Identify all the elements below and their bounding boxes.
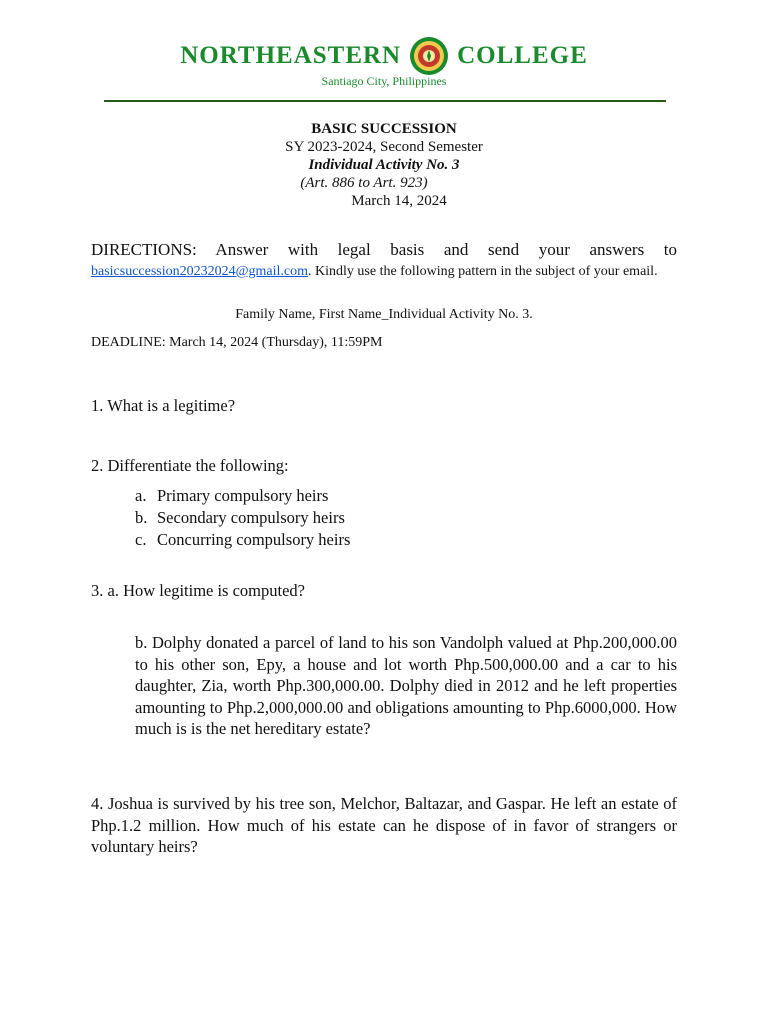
college-name-right: COLLEGE xyxy=(457,42,588,69)
title-block xyxy=(0,120,768,210)
list-item xyxy=(135,507,350,529)
college-location: Santiago City, Philippines xyxy=(321,74,447,88)
term: SY 2023-2024, Second Semester xyxy=(285,139,483,155)
directions-lead: DIRECTIONS: Answer with legal basis and send your answers to xyxy=(91,240,677,259)
question-3a: 3. a. How legitime is computed? xyxy=(91,581,305,600)
question-2: 2. Differentiate the following: xyxy=(91,456,289,475)
directions xyxy=(91,240,677,282)
activity-date: March 14, 2024 xyxy=(351,193,447,209)
header-divider xyxy=(104,100,666,102)
list-text: Primary compulsory heirs xyxy=(157,486,329,505)
question-4: 4. Joshua is survived by his tree son, Melchor, Baltazar, and Gaspar. He left an estate of Php.1.2 million. How much of his estate can he dispose of in favor of strangers or voluntary heirs? xyxy=(91,794,677,856)
letterhead xyxy=(0,36,768,89)
question-3b: b. Dolphy donated a parcel of land to his son Vandolph valued at Php.200,000.00 to his other son, Epy, a house and lot worth Php.500,000.00 and a car to his daughter, Zia, worth Php.300,000.00. Dolphy died in 2012 and he left properties amounting to Php.2,000,000.00 and obligations amounting to Php.6000,000. How much is is the net hereditary estate? xyxy=(135,633,677,738)
question-1: 1. What is a legitime? xyxy=(91,396,236,415)
directions-tail: . Kindly use the following pattern in the subject of your email. xyxy=(308,264,658,279)
list-letter: c. xyxy=(135,530,147,549)
list-text: Secondary compulsory heirs xyxy=(157,508,345,527)
list-letter: a. xyxy=(135,486,147,505)
list-item xyxy=(135,529,350,551)
logo-row xyxy=(0,36,768,76)
activity-title: Individual Activity No. 3 xyxy=(308,157,460,173)
deadline: DEADLINE: March 14, 2024 (Thursday), 11:59PM xyxy=(91,335,383,350)
email-link[interactable]: basicsuccession20232024@gmail.com xyxy=(91,264,309,279)
question-2-list xyxy=(135,485,350,551)
list-text: Concurring compulsory heirs xyxy=(157,530,351,549)
subject-pattern: Family Name, First Name_Individual Activity No. 3. xyxy=(235,307,533,322)
articles-range: (Art. 886 to Art. 923) xyxy=(300,175,428,191)
college-name-left: NORTHEASTERN xyxy=(180,42,402,69)
college-seal-icon xyxy=(409,36,449,76)
list-letter: b. xyxy=(135,508,148,527)
course-title: BASIC SUCCESSION xyxy=(311,121,457,137)
list-item xyxy=(135,485,350,507)
